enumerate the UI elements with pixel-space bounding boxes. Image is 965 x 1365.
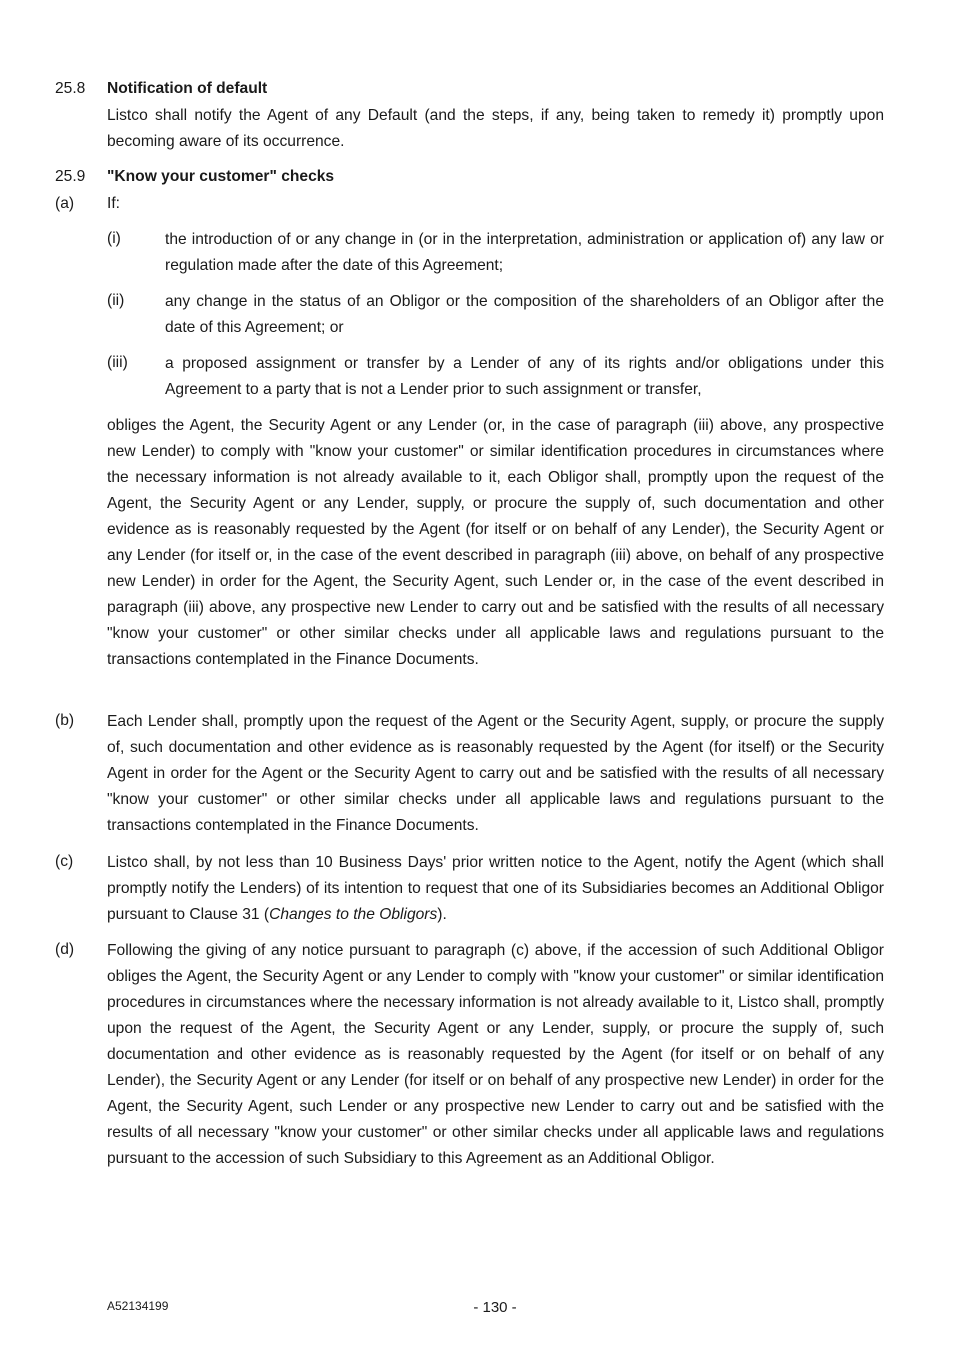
page-number: - 130 -: [473, 1299, 517, 1316]
paragraph-label-d: (d): [55, 941, 75, 958]
paragraph-c-text: [107, 850, 884, 928]
item-text-iii: a proposed assignment or transfer by a Lender of any of its rights and/or obligations under this Agreement to a party that is not a Lender prior to such assignment or transfer,: [165, 355, 884, 398]
paragraph-c-text-after: ).: [437, 906, 447, 923]
item-label-iii: (iii): [107, 354, 128, 371]
paragraph-b-text: Each Lender shall, promptly upon the request of the Agent or the Security Agent, supply, or procure the supply of, such documentation and other evidence as is reasonably requested by the Agent (for itself) or the Security Agent in order for the Agent or the Security Agent to carry out and be satisfied with the results of all necessary "know your customer" or other similar checks under all applicable laws and regulations pursuant to the transactions contemplated in the Finance Documents.: [107, 713, 884, 834]
paragraph-a-continuation: obliges the Agent, the Security Agent or any Lender (or, in the case of paragraph (iii) above, any prospective new Lender) to comply with "know your customer" or similar identification procedures in circumstances where the necessary information is not already available to it, each Obligor shall, promptly upon the request of the Agent, the Security Agent or any Lender, supply, or procure the supply of, such documentation and other evidence as is reasonably requested by the Agent (for itself or on behalf of any Lender), the Security Agent or any Lender (for itself or, in the case of the event described in paragraph (iii) above, on behalf of any prospective new Lender) in order for the Agent, the Security Agent, such Lender or, in the case of the event described in paragraph (iii) above, any prospective new Lender to carry out and be satisfied with the results of all necessary "know your customer" or other similar checks under all applicable laws and regulations pursuant to the transactions contemplated in the Finance Documents.: [107, 417, 884, 668]
item-label-ii: (ii): [107, 292, 125, 309]
paragraph-a-intro: If:: [107, 195, 120, 212]
clause-number-25-8: 25.8: [55, 80, 86, 97]
item-text-i: the introduction of or any change in (or in the interpretation, administration or application of) any law or regulation made after the date of this Agreement;: [165, 231, 884, 274]
paragraph-d-text: Following the giving of any notice pursuant to paragraph (c) above, if the accession of such Additional Obligor obliges the Agent, the Security Agent or any Lender to comply with "know your customer" or similar identification procedures in circumstances where the necessary information is not already available to it, Listco shall, promptly upon the request of the Agent, the Security Agent or any Lender, supply, or procure the supply of, such documentation and other evidence as is reasonably requested by the Agent (for itself or on behalf of any Lender), the Security Agent or any Lender (for itself or on behalf of any prospective new Lender) in order for the Agent, the Security Agent, such Lender or any prospective new Lender to carry out and be satisfied with the results of all necessary "know your customer" or other similar checks under all applicable laws and regulations pursuant to the accession of such Subsidiary to this Agreement as an Additional Obligor.: [107, 942, 884, 1167]
paragraph-label-c: (c): [55, 853, 74, 870]
item-text-ii: any change in the status of an Obligor or the composition of the shareholders of an Obligor after the date of this Agreement; or: [165, 293, 884, 336]
paragraph-label-b: (b): [55, 712, 75, 729]
clause-number-25-9: 25.9: [55, 168, 86, 185]
paragraph-c-text-before: Listco shall, by not less than 10 Business Days' prior written notice to the Agent, notify the Agent (which shall promptly notify the Lenders) of its intention to request that one of its Subsidiaries becomes an Additional Obligor pursuant to Clause 31 (: [107, 854, 884, 923]
document-id: A52134199: [107, 1299, 169, 1313]
clause-heading-25-9: "Know your customer" checks: [107, 168, 335, 185]
item-label-i: (i): [107, 230, 121, 247]
clause-body-25-8: Listco shall notify the Agent of any Default (and the steps, if any, being taken to remedy it) promptly upon becoming aware of its occurrence.: [107, 107, 884, 150]
paragraph-c-clause-title: Changes to the Obligors: [269, 906, 438, 923]
paragraph-label-a: (a): [55, 195, 75, 212]
clause-heading-25-8: Notification of default: [107, 80, 268, 97]
